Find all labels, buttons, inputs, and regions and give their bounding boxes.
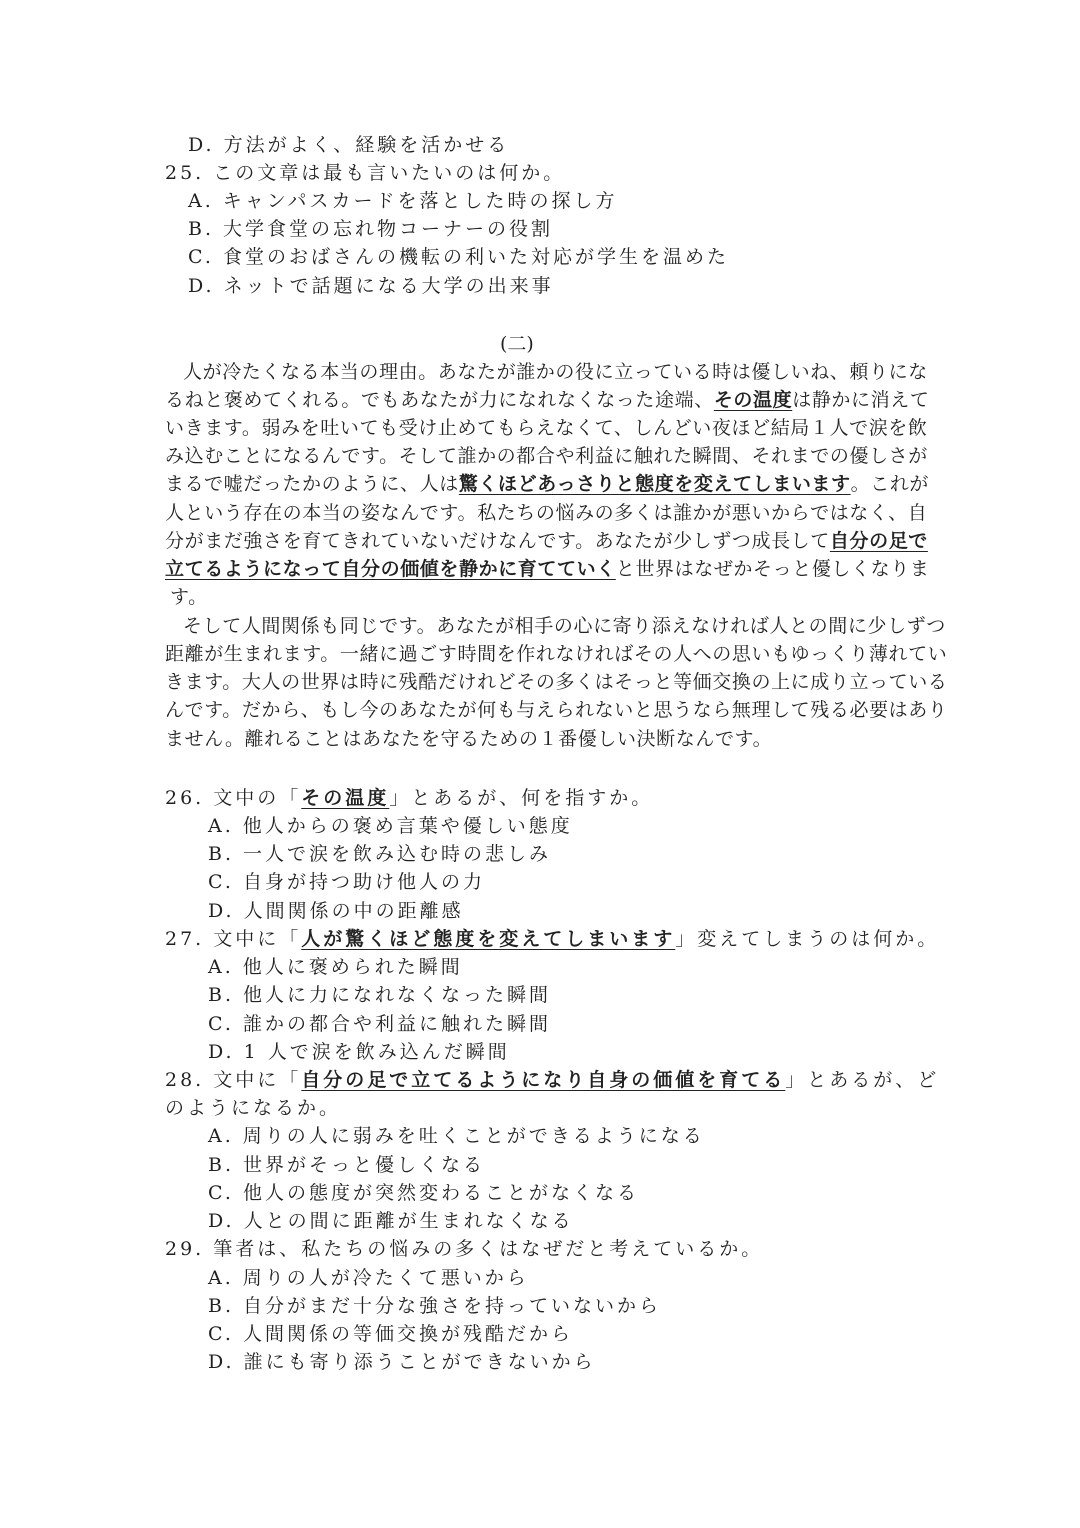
q25-question: 25. この文章は最も言いたいのは何か。 [165, 162, 566, 184]
q26-option-a: A. 他人からの褒め言葉や優しい態度 [208, 815, 573, 837]
q28-question: 28. 文中に「自分の足で立てるようになり自身の価値を育てる」とあるが、ど [165, 1069, 940, 1091]
passage-line: まるで嘘だったかのように、人は驚くほどあっさりと態度を変えてしまいます。これが [165, 473, 930, 495]
q25-option-b: B. 大学食堂の忘れ物コーナーの役割 [188, 218, 554, 240]
q27-question: 27. 文中に「人が驚くほど態度を変えてしまいます」変えてしまうのは何か。 [165, 928, 940, 950]
q28-option-c: C. 他人の態度が突然変わることがなくなる [208, 1182, 639, 1204]
q25-option-c: C. 食堂のおばさんの機転の利いた対応が学生を温めた [188, 246, 729, 268]
q28-option-d: D. 人との間に距離が生まれなくなる [208, 1210, 574, 1232]
q29-question: 29. 筆者は、私たちの悩みの多くはなぜだと考えているか。 [165, 1238, 764, 1260]
passage-line: いきます。弱みを吐いても受け止めてもらえなくて、しんどい夜ほど結局１人で涙を飲 [165, 417, 928, 439]
q29-option-b: B. 自分がまだ十分な強さを持っていないから [208, 1295, 662, 1317]
q26-keyword: その温度 [301, 787, 390, 809]
passage-line: み込むことになるんです。そして誰かの都合や利益に触れた瞬間、それまでの優しさが [165, 445, 928, 467]
passage-line: 距離が生まれます。一緒に過ごす時間を作れなければその人への思いもゆっくり薄れてい [165, 643, 948, 665]
q28-option-a: A. 周りの人に弱みを吐くことができるようになる [208, 1125, 705, 1147]
q25-option-d: D. ネットで話題になる大学の出来事 [188, 275, 554, 297]
q26-question: 26. 文中の「その温度」とあるが、何を指すか。 [165, 787, 654, 809]
q28-option-b: B. 世界がそっと優しくなる [208, 1154, 486, 1176]
q27-option-a: A. 他人に褒められた瞬間 [208, 956, 463, 978]
q26-option-b: B. 一人で涙を飲み込む時の悲しみ [208, 843, 552, 865]
q27-keyword: 人が驚くほど態度を変えてしまいます [301, 928, 676, 950]
passage-line: 人という存在の本当の姿なんです。私たちの悩みの多くは誰かが悪いからではなく、自 [165, 502, 928, 524]
q27-option-c: C. 誰かの都合や利益に触れた瞬間 [208, 1013, 551, 1035]
passage-line: んです。だから、もし今のあなたが何も与えられないと思うなら無理して残る必要はあり [165, 699, 948, 721]
q24-option-d: D. 方法がよく、経験を活かせる [188, 134, 510, 156]
keyword-sono-ondo: その温度 [713, 389, 793, 411]
passage-line: きます。大人の世界は時に残酷だけれどその多くはそっと等価交換の上に成り立っている [165, 671, 948, 693]
q27-option-d: D. 1 人で涙を飲み込んだ瞬間 [208, 1041, 510, 1063]
q25-option-a: A. キャンパスカードを落とした時の探し方 [188, 190, 618, 212]
q29-option-a: A. 周りの人が冷たくて悪いから [208, 1267, 529, 1289]
passage-line: 人が冷たくなる本当の理由。あなたが誰かの役に立っている時は優しいね、頼りにな [183, 361, 928, 383]
q29-option-d: D. 誰にも寄り添うことができないから [208, 1351, 596, 1373]
passage-line: るねと褒めてくれる。でもあなたが力になれなくなった途端、その温度は静かに消えて [165, 389, 930, 411]
q28-question-cont: のようになるか。 [165, 1097, 342, 1119]
q29-option-c: C. 人間関係の等価交換が残酷だから [208, 1323, 573, 1345]
keyword-kachi: 立てるようになって自分の価値を静かに育てていく [165, 558, 616, 580]
passage-line: す。 [170, 586, 208, 608]
passage-line: 立てるようになって自分の価値を静かに育てていくと世界はなぜかそっと優しくなりま [165, 558, 930, 580]
q26-option-c: C. 自身が持つ助け他人の力 [208, 871, 485, 893]
keyword-jibun-no-ashi: 自分の足で [829, 530, 928, 552]
q27-option-b: B. 他人に力になれなくなった瞬間 [208, 984, 552, 1006]
passage-line: ません。離れることはあなたを守るための１番優しい決断なんです。 [165, 728, 773, 750]
q28-keyword: 自分の足で立てるようになり自身の価値を育てる [301, 1069, 786, 1091]
passage-line: 分がまだ強さを育てきれていないだけなんです。あなたが少しずつ成長して自分の足で [165, 530, 928, 552]
q26-option-d: D. 人間関係の中の距離感 [208, 900, 464, 922]
keyword-taido: 驚くほどあっさりと態度を変えてしまいます [458, 473, 851, 495]
section-title: (二) [500, 333, 534, 355]
passage-line: そして人間関係も同じです。あなたが相手の心に寄り添えなければ人との間に少しずつ [183, 615, 946, 637]
